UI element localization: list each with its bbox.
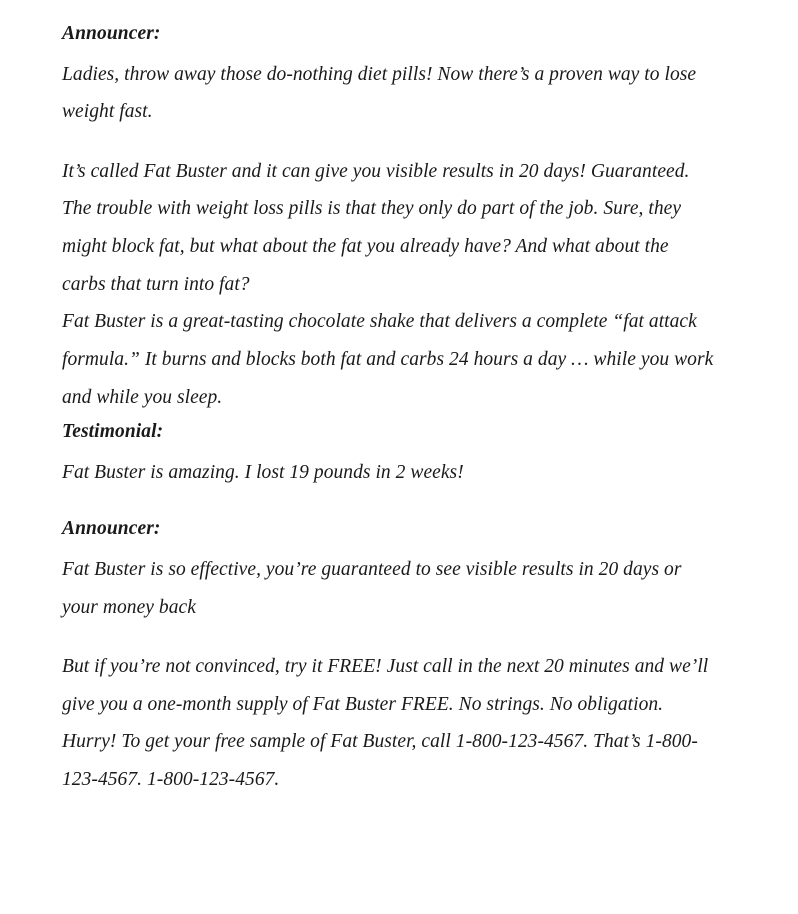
- script-paragraph: Ladies, throw away those do-nothing diet pills! Now there’s a proven way to lose weight fast.: [62, 63, 697, 123]
- speaker-block-testimonial: [62, 416, 716, 491]
- script-paragraph: Fat Buster is amazing. I lost 19 pounds in 2 weeks!: [62, 461, 464, 483]
- script-paragraph: Fat Buster is a great-tasting chocolate shake that delivers a complete “fat attack formula.” It burns and blocks both fat and carbs 24 hours a day … while you work and while you sleep.: [62, 311, 714, 408]
- script-paragraph: Hurry! To get your free sample of Fat Buster, call 1-800-123-4567. That’s 1-800-123-4567. 1-800-123-4567.: [62, 731, 698, 791]
- speaker-label: Announcer:: [62, 518, 161, 540]
- speaker-block-announcer-1: [62, 18, 716, 131]
- speaker-block-announcer-2: [62, 513, 716, 626]
- speaker-label: Announcer:: [62, 23, 161, 44]
- script-paragraph: But if you’re not convinced, try it FREE! Just call in the next 20 minutes and we’ll give you a one-month supply of Fat Buster FREE. No strings. No obligation.: [62, 656, 709, 715]
- script-paragraph: It’s called Fat Buster and it can give you visible results in 20 days! Guaranteed.: [62, 160, 690, 182]
- script-paragraph: Fat Buster is so effective, you’re guaranteed to see visible results in 20 days or your money back: [62, 558, 682, 618]
- script-paragraph: The trouble with weight loss pills is that they only do part of the job. Sure, they might block fat, but what about the fat you already have? And what about the carbs that turn into fat?: [62, 198, 682, 295]
- speaker-label: Testimonial:: [62, 421, 164, 443]
